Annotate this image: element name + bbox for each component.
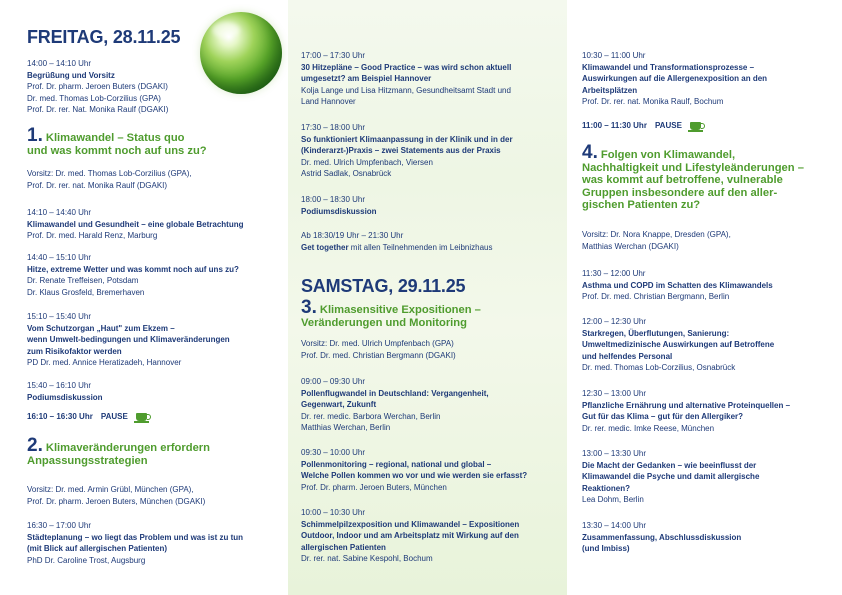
session-title: Begrüßung und Vorsitz xyxy=(27,70,115,80)
section-number: 1. xyxy=(27,125,43,146)
session-title: Gut für das Klima – gut für den Allergiker? xyxy=(582,412,744,422)
session-time: 16:30 – 17:00 Uhr xyxy=(27,521,92,530)
section-heading-3 xyxy=(301,297,481,329)
session-title: Pflanzliche Ernährung und alternative Proteinquellen – xyxy=(582,400,791,410)
session-block xyxy=(582,268,773,303)
chair-block xyxy=(27,168,192,191)
section-title-line: und was kommt noch auf uns zu? xyxy=(27,144,207,157)
speaker: Land Hannover xyxy=(301,97,356,107)
session-title: (Kinderarzt-)Praxis – zwei Statements aus der Praxis xyxy=(301,146,501,156)
session-title: Städteplanung – wo liegt das Problem und was ist zu tun xyxy=(27,532,244,542)
globe-illustration xyxy=(200,12,282,94)
speaker: Prof. Dr. med. Christian Bergmann, Berlin xyxy=(582,292,730,302)
session-block xyxy=(301,50,511,108)
speaker: Kolja Lange und Lisa Hitzmann, Gesundheitsamt Stadt und xyxy=(301,85,511,95)
session-title: allergischen Patienten xyxy=(301,542,386,552)
pause-time: 16:10 – 16:30 Uhr xyxy=(27,412,93,421)
speaker: Dr. rer. medic. Barbora Werchan, Berlin xyxy=(301,411,441,421)
speaker: Matthias Werchan, Berlin xyxy=(301,423,391,433)
session-title: Pollenmonitoring – regional, national und global – xyxy=(301,459,492,469)
session-time: 15:10 – 15:40 Uhr xyxy=(27,312,92,321)
column-friday xyxy=(0,0,288,595)
session-title: Podiumsdiskussion xyxy=(301,206,377,216)
session-title: und helfendes Personal xyxy=(582,351,673,361)
session-time: 13:00 – 13:30 Uhr xyxy=(582,449,647,458)
session-block xyxy=(27,252,239,298)
pause-label: PAUSE xyxy=(654,121,682,130)
session-title: Vom Schutzorgan „Haut" zum Ekzem – xyxy=(27,323,175,333)
session-time: 12:30 – 13:00 Uhr xyxy=(582,389,647,398)
session-time: 18:00 – 18:30 Uhr xyxy=(301,195,366,204)
session-title: Schimmelpilzexposition und Klimawandel – Expositionen xyxy=(301,519,520,529)
session-title: Outdoor, Indoor und am Arbeitsplatz mit Wirkung auf den xyxy=(301,531,519,541)
coffee-cup-icon xyxy=(690,122,701,130)
session-time: 14:10 – 14:40 Uhr xyxy=(27,208,92,217)
speaker: Dr. Klaus Grosfeld, Bremerhaven xyxy=(27,287,145,297)
session-block xyxy=(27,380,103,403)
session-title: Reaktionen? xyxy=(582,483,631,493)
section-title-line: Nachhaltigkeit und Lifestyleänderungen – xyxy=(582,161,804,174)
pause-time: 11:00 – 11:30 Uhr xyxy=(582,121,647,130)
session-time: 11:30 – 12:00 Uhr xyxy=(582,269,646,278)
speaker: Dr. med. Thomas Lob-Corzilius, Osnabrück xyxy=(582,363,736,373)
event-description: mit allen Teilnehmenden im Leibnizhaus xyxy=(348,242,493,252)
session-title: Auswirkungen auf die Allergenexposition an den xyxy=(582,74,768,84)
session-title: Hitze, extreme Wetter und was kommt noch auf uns zu? xyxy=(27,264,239,274)
session-title: Asthma und COPD im Schatten des Klimawandels xyxy=(582,280,773,290)
session-title: Podiumsdiskussion xyxy=(27,392,103,402)
session-title: Klimawandel die Psyche und damit allergische xyxy=(582,472,760,482)
pause-label: PAUSE xyxy=(100,412,128,421)
session-title: wenn Umwelt-bedingungen und Klimaveränderungen xyxy=(27,335,230,345)
session-time: 09:00 – 09:30 Uhr xyxy=(301,377,366,386)
session-block xyxy=(582,50,767,108)
session-time: 12:00 – 12:30 Uhr xyxy=(582,317,647,326)
session-block xyxy=(301,447,527,493)
section-title-line: Anpassungsstrategien xyxy=(27,454,148,467)
speaker: Dr. med. Thomas Lob-Corzilius (GPA) xyxy=(27,93,161,103)
session-title: So funktioniert Klimaanpassung in der Klinik und in der xyxy=(301,134,513,144)
chair-line: Prof. Dr. med. Christian Bergmann (DGAKI) xyxy=(301,350,456,360)
pause-row xyxy=(27,412,147,421)
session-block xyxy=(582,448,759,506)
session-time: 15:40 – 16:10 Uhr xyxy=(27,381,92,390)
speaker: Prof. Dr. rer. Nat. Monika Raulf (DGAKI) xyxy=(27,105,169,115)
session-title: Klimawandel und Transformationsprozesse – xyxy=(582,62,755,72)
session-title: umgesetzt? am Beispiel Hannover xyxy=(301,74,432,84)
session-time: 14:40 – 15:10 Uhr xyxy=(27,253,92,262)
session-title: (mit Blick auf allergischen Patienten) xyxy=(27,544,168,554)
day-heading-friday: FREITAG, 28.11.25 xyxy=(27,27,181,47)
chair-line: Vorsitz: Dr. med. Armin Grübl, München (GPA), xyxy=(27,485,194,494)
session-title: (und Imbiss) xyxy=(582,544,630,554)
speaker: Dr. med. Ulrich Umpfenbach, Viersen xyxy=(301,157,433,167)
session-time: 14:00 – 14:10 Uhr xyxy=(27,59,92,68)
session-block xyxy=(27,520,243,566)
section-heading-1 xyxy=(27,125,207,157)
speaker: Prof. Dr. pharm. Jeroen Buters, München xyxy=(301,482,447,492)
session-title: Die Macht der Gedanken – wie beeinflusst der xyxy=(582,460,757,470)
session-time: 10:30 – 11:00 Uhr xyxy=(582,51,646,60)
speaker: Lea Dohm, Berlin xyxy=(582,495,644,505)
session-title: Klimawandel und Gesundheit – eine globale Betrachtung xyxy=(27,219,244,229)
session-time: 13:30 – 14:00 Uhr xyxy=(582,521,647,530)
session-title: Gegenwart, Zukunft xyxy=(301,400,377,410)
session-title: Arbeitsplätzen xyxy=(582,85,638,95)
coffee-cup-icon xyxy=(136,413,147,421)
session-block xyxy=(582,388,790,434)
session-block xyxy=(301,194,377,217)
section-title-line: Gruppen insbesondere auf den aller- xyxy=(582,186,778,199)
session-title: Zusammenfassung, Abschlussdiskussion xyxy=(582,532,742,542)
session-block xyxy=(582,520,741,555)
section-number: 4. xyxy=(582,142,598,163)
speaker: Dr. Renate Treffeisen, Potsdam xyxy=(27,276,139,286)
session-title: Welche Pollen kommen wo vor und wie werden sie erfasst? xyxy=(301,471,528,481)
session-title: Umweltmedizinische Auswirkungen auf Betroffene xyxy=(582,340,775,350)
chair-block xyxy=(301,338,456,361)
section-title-line: Klimasensitive Expositionen – xyxy=(319,304,481,316)
chair-line: Vorsitz: Dr. med. Ulrich Umpfenbach (GPA) xyxy=(301,339,454,348)
section-heading-4 xyxy=(582,142,804,212)
chair-block xyxy=(582,229,731,252)
session-title: Pollenflugwandel in Deutschland: Vergangenheit, xyxy=(301,388,489,398)
session-block xyxy=(27,311,230,369)
speaker: Prof. Dr. rer. nat. Monika Raulf, Bochum xyxy=(582,97,724,107)
session-time: 17:30 – 18:00 Uhr xyxy=(301,123,366,132)
section-title-line: Folgen von Klimawandel, xyxy=(600,149,736,161)
column-saturday xyxy=(567,0,842,595)
section-title-line: Klimawandel – Status quo xyxy=(45,132,185,144)
speaker: PD Dr. med. Annice Heratizadeh, Hannover xyxy=(27,358,182,368)
session-block xyxy=(301,230,493,253)
chair-line: Prof. Dr. rer. nat. Monika Raulf (DGAKI) xyxy=(27,180,168,190)
speaker: Prof. Dr. pharm. Jeroen Buters (DGAKI) xyxy=(27,82,168,92)
chair-line: Matthias Werchan (DGAKI) xyxy=(582,241,679,251)
session-block xyxy=(301,122,513,180)
event-title: Get together xyxy=(301,242,349,252)
session-block xyxy=(582,316,774,374)
session-time: 10:00 – 10:30 Uhr xyxy=(301,508,366,517)
day-heading-saturday: SAMSTAG, 29.11.25 xyxy=(301,276,466,296)
speaker: Astrid Sadlak, Osnabrück xyxy=(301,169,392,179)
session-title: Starkregen, Überflutungen, Sanierung: xyxy=(582,328,730,338)
section-heading-2 xyxy=(27,435,210,467)
chair-line: Vorsitz: Dr. med. Thomas Lob-Corzilius (GPA), xyxy=(27,169,192,178)
section-title-line: gischen Patienten zu? xyxy=(582,199,701,211)
chair-line: Vorsitz: Dr. Nora Knappe, Dresden (GPA), xyxy=(582,230,731,239)
speaker: Dr. rer. medic. Imke Reese, München xyxy=(582,423,715,433)
session-time: Ab 18:30/19 Uhr – 21:30 Uhr xyxy=(301,231,404,240)
session-block xyxy=(301,507,519,565)
session-time: 17:00 – 17:30 Uhr xyxy=(301,51,366,60)
section-number: 2. xyxy=(27,435,43,456)
section-title-line: Klimaveränderungen erfordern xyxy=(45,442,210,454)
speaker: Prof. Dr. med. Harald Renz, Marburg xyxy=(27,231,158,241)
column-middle xyxy=(288,0,567,595)
session-time: 09:30 – 10:00 Uhr xyxy=(301,448,366,457)
session-block xyxy=(27,58,168,116)
speaker: PhD Dr. Caroline Trost, Augsburg xyxy=(27,555,146,565)
section-title-line: Veränderungen und Monitoring xyxy=(301,316,467,329)
chair-block xyxy=(27,484,205,507)
speaker: Dr. rer. nat. Sabine Kespohl, Bochum xyxy=(301,554,433,564)
session-title: 30 Hitzepläne – Good Practice – was wird schon aktuell xyxy=(301,62,512,72)
section-title-line: was kommt auf betroffene, vulnerable xyxy=(582,174,783,186)
pause-row xyxy=(582,121,701,130)
session-block xyxy=(301,376,489,434)
session-title: zum Risikofaktor werden xyxy=(27,346,122,356)
session-block xyxy=(27,207,243,242)
chair-line: Prof. Dr. pharm. Jeroen Buters, München (DGAKI) xyxy=(27,496,206,506)
section-number: 3. xyxy=(301,297,317,318)
